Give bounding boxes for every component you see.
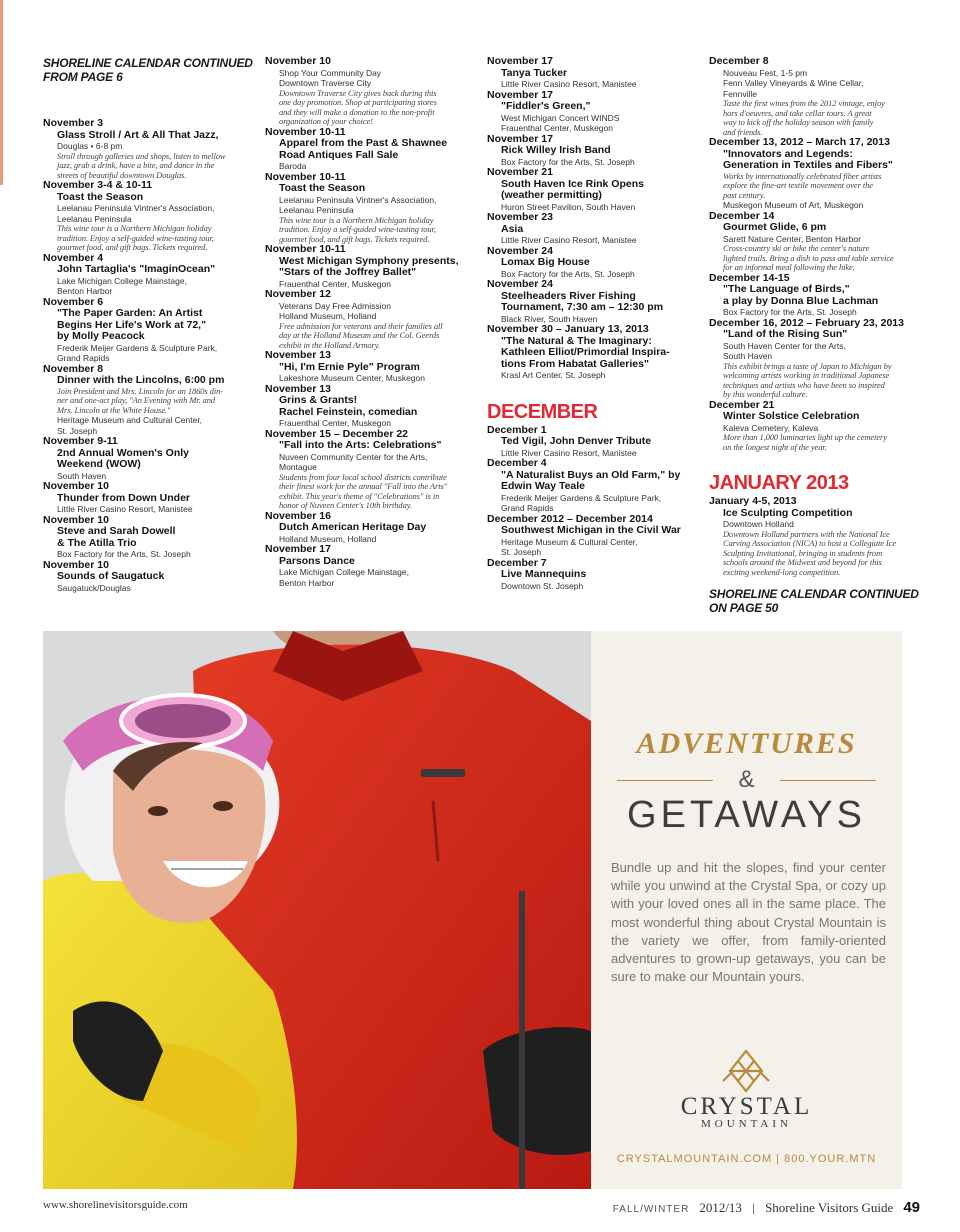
event-venue-line: Heritage Museum & Cultural Center, xyxy=(501,536,638,547)
event-venue-line: Grand Rapids xyxy=(57,353,110,363)
event-date: January 4-5, 2013 xyxy=(709,495,797,507)
event-title-line: "The Paper Garden: An Artist xyxy=(57,307,203,319)
event-desc-line: Downtown Holland partners with the National Ice xyxy=(723,528,890,539)
month-heading-january: JANUARY 2013 xyxy=(709,472,849,494)
event-desc-line: one day promotion. Shop at participating stores xyxy=(279,97,437,107)
calendar-column-3 xyxy=(487,56,697,591)
event-venue-line: Benton Harbor xyxy=(57,286,113,296)
event-title-line: Toast the Season xyxy=(279,182,366,194)
calendar-event xyxy=(43,515,253,560)
event-venue-line: West Michigan Concert WINDS xyxy=(501,112,620,123)
event-venue-line: St. Joseph xyxy=(501,547,542,557)
event-date: November 4 xyxy=(43,251,104,264)
calendar-event xyxy=(265,289,475,350)
calendar-event xyxy=(487,425,697,459)
event-desc-line: This wine tour is a Northern Michigan holiday xyxy=(279,214,434,225)
event-desc-line: lighted trails. Bring a dish to pass and table service xyxy=(723,252,894,263)
event-venue-line: Box Factory for the Arts, St. Joseph xyxy=(57,549,191,559)
continued-on-note: SHORELINE CALENDAR CONTINUED ON PAGE 50 xyxy=(709,587,919,615)
event-title-line: & The Atilla Trio xyxy=(57,536,137,549)
event-title-line: Dutch American Heritage Day xyxy=(279,521,427,533)
event-desc-line: organization of your choice! xyxy=(279,116,373,126)
page-edge-mark xyxy=(0,0,3,185)
event-venue-line: Black River, South Haven xyxy=(501,313,598,324)
footer-right xyxy=(613,1199,920,1216)
ad-heading-adventures: ADVENTURES xyxy=(636,727,857,760)
event-desc-line: This wine tour is a Northern Michigan holiday xyxy=(57,223,212,233)
event-title-line: Gourmet Glide, 6 pm xyxy=(723,221,827,233)
calendar-event xyxy=(487,134,697,168)
event-venue-line: Kaleva Cemetery, Kaleva xyxy=(723,422,819,433)
calendar-event xyxy=(265,56,475,127)
event-desc-line: Downtown Traverse City gives back during this xyxy=(279,87,437,98)
event-desc-line: Carving Association (NICA) to host a Collegiate Ice xyxy=(723,538,896,548)
event-venue-line: Nouveau Fest, 1-5 pm xyxy=(723,67,808,78)
event-venue-line: Benton Harbor xyxy=(279,577,335,588)
event-venue-line: Downtown Holland xyxy=(723,519,794,529)
event-desc-line: tradition. Enjoy a self-guided wine-tasting tour, xyxy=(57,232,214,243)
footer-year: 2012/13 xyxy=(699,1200,742,1215)
event-desc-line: tradition. Enjoy a self-guided wine-tasting tour, xyxy=(279,224,436,234)
calendar-event xyxy=(487,90,697,134)
ad-brand-crystal: CRYSTAL xyxy=(680,1093,813,1120)
event-venue-line: Little River Casino Resort, Manistee xyxy=(57,504,193,514)
event-date: December 13, 2012 – March 17, 2013 xyxy=(709,136,890,148)
footer-website-link[interactable]: www.shorelinevisitorsguide.com xyxy=(43,1199,188,1211)
calendar-event xyxy=(487,514,697,558)
event-date: November 10 xyxy=(265,55,331,67)
event-date: December 8 xyxy=(709,55,769,67)
event-desc-line: their finest work for the annual "Fall into the Arts" xyxy=(279,481,448,491)
calendar-event xyxy=(487,56,697,90)
event-title-line: Glass Stroll / Art & All That Jazz, xyxy=(57,128,219,141)
event-title-line: "Fall into the Arts: Celebrations" xyxy=(279,439,442,451)
event-title-line: "Hi, I'm Ernie Pyle" Program xyxy=(279,360,420,373)
event-date: November 10-11 xyxy=(265,243,346,255)
event-desc-line: exciting weekend-long competition. xyxy=(723,566,841,577)
event-date: November 6 xyxy=(43,295,104,308)
calendar-event xyxy=(43,297,253,364)
calendar-event xyxy=(265,544,475,588)
calendar-column-2 xyxy=(265,56,475,588)
event-desc-line: on the longest night of the year. xyxy=(723,441,827,452)
event-title-line: Live Mannequins xyxy=(501,568,587,580)
calendar-event xyxy=(43,436,253,481)
event-venue-line: Downtown St. Joseph xyxy=(501,580,584,591)
continued-from-note: SHORELINE CALENDAR CONTINUED FROM PAGE 6 xyxy=(43,56,253,84)
event-desc-line: honor of Nuveen Center's 10th birthday. xyxy=(279,500,412,510)
event-date: November 12 xyxy=(265,288,331,300)
event-date: November 30 – January 13, 2013 xyxy=(487,323,649,335)
event-date: December 7 xyxy=(487,556,547,569)
event-desc-line: by this wonderful culture. xyxy=(723,389,808,399)
month-heading-december: DECEMBER xyxy=(487,400,598,423)
event-venue-line: Frederik Meijer Gardens & Sculpture Park, xyxy=(501,492,662,503)
event-date: November 17 xyxy=(487,55,553,67)
event-venue-line: Box Factory for the Arts, St. Joseph xyxy=(723,307,857,317)
event-desc-line: exhibit in the Holland Armory. xyxy=(279,339,380,350)
event-venue-line: Frauenthal Center, Muskegon xyxy=(501,123,613,133)
event-date: November 10 xyxy=(43,558,109,571)
event-desc-line: Taste the first wines from the 2012 vintage, enjoy xyxy=(723,98,885,108)
event-desc-line: and they will make a donation to the non-profit xyxy=(279,106,435,117)
event-title-line: John Tartaglia's "ImaginOcean" xyxy=(57,263,216,275)
event-venue2-line: Muskegon Museum of Art, Muskegon xyxy=(723,200,864,210)
calendar-event xyxy=(709,400,919,453)
event-venue-line: Shop Your Community Day xyxy=(279,67,382,78)
calendar-event xyxy=(265,384,475,429)
divider-right xyxy=(780,780,876,781)
ad-ampersand: & xyxy=(738,766,755,793)
event-title-line: Dinner with the Lincolns, 6:00 pm xyxy=(57,374,225,386)
event-title-line: "Land of the Rising Sun" xyxy=(723,328,848,340)
event-date: November 10 xyxy=(43,513,109,526)
event-title-line: Rachel Feinstein, comedian xyxy=(279,405,418,418)
calendar-event xyxy=(265,511,475,545)
event-venue-line: Baroda xyxy=(279,161,307,171)
calendar-event xyxy=(709,137,919,211)
calendar-event xyxy=(709,273,919,318)
event-desc-line: exhibit. This year's theme of "Celebrations" is in xyxy=(279,490,440,501)
event-title-line: Rick Willey Irish Band xyxy=(501,144,611,156)
event-title-line: Tanya Tucker xyxy=(501,66,568,79)
event-title-line: Tournament, 7:30 am – 12:30 pm xyxy=(501,301,664,313)
event-desc-line: Join President and Mrs. Lincoln for an 1860s din- xyxy=(57,385,223,396)
event-desc-line: past century. xyxy=(723,189,766,200)
event-desc-line: welcoming artists working in traditional Japanese xyxy=(723,370,890,380)
event-venue-line: Sarett Nature Center, Benton Harbor xyxy=(723,233,861,244)
event-venue2-line: St. Joseph xyxy=(57,425,98,436)
event-venue-line: Lake Michigan College Mainstage, xyxy=(279,567,409,577)
event-venue-line: South Haven xyxy=(57,470,107,481)
event-desc-line: explore the fine-art textile movement over the xyxy=(723,180,873,190)
event-date: November 10-11 xyxy=(265,125,346,138)
calendar-event xyxy=(709,56,919,137)
event-venue-line: Box Factory for the Arts, St. Joseph xyxy=(501,268,635,279)
event-venue-line: Leelanau Peninsula Vintner's Association, xyxy=(57,203,215,213)
event-venue-line: Fenn Valley Vineyards & Wine Cellar, xyxy=(723,78,864,88)
ad-heading-getaways: GETAWAYS xyxy=(627,794,866,836)
calendar-event xyxy=(709,496,919,577)
event-venue-line: Frauenthal Center, Muskegon xyxy=(279,278,391,289)
event-title-line: by Molly Peacock xyxy=(57,330,145,342)
calendar-event xyxy=(265,244,475,289)
event-desc-line: for an informal meal following the hike. xyxy=(723,262,855,272)
event-date: November 17 xyxy=(265,543,331,555)
event-title-line: Weekend (WOW) xyxy=(57,458,141,470)
event-venue-line: Holland Museum, Holland xyxy=(279,533,377,544)
event-date: November 21 xyxy=(487,166,553,178)
event-desc-line: Sculpting Invitational, bringing in students from xyxy=(723,547,883,558)
event-date: December 2012 – December 2014 xyxy=(487,512,653,525)
event-title-line: Steelheaders River Fishing xyxy=(501,289,636,302)
page-number: 49 xyxy=(903,1199,920,1216)
event-title-line: "A Naturalist Buys an Old Farm," by xyxy=(501,468,681,481)
ad-ampersand-row xyxy=(617,766,876,793)
event-desc-line: hors d'oeuvres, and take cellar tours. A great xyxy=(723,107,872,118)
event-title-line: tions From Habatat Galleries" xyxy=(501,357,649,370)
event-venue-line: Saugatuck/Douglas xyxy=(57,582,131,593)
ad-brand-mountain: MOUNTAIN xyxy=(700,1118,792,1130)
event-venue-line: Leelanau Peninsula Vintner's Association, xyxy=(279,194,437,205)
event-date: November 3 xyxy=(43,117,104,129)
event-title-line: West Michigan Symphony presents, xyxy=(279,254,459,267)
event-title-line: Winter Solstice Celebration xyxy=(723,410,860,422)
footer-publication: Shoreline Visitors Guide xyxy=(765,1200,894,1215)
event-venue-line: Veterans Day Free Admission xyxy=(279,300,391,311)
event-date: December 14-15 xyxy=(709,271,790,284)
event-date: November 15 – December 22 xyxy=(265,427,408,440)
event-title-line: "The Natural & The Imaginary: xyxy=(501,334,652,347)
event-date: November 10 xyxy=(43,480,109,492)
event-date: November 13 xyxy=(265,349,331,361)
calendar-event xyxy=(487,558,697,592)
event-date: November 3-4 & 10-11 xyxy=(43,179,153,191)
event-date: December 16, 2012 – February 23, 2013 xyxy=(709,316,904,329)
event-desc-line: jazz, grab a drink, have a bite, and dance in the xyxy=(57,160,215,170)
event-venue-line: Box Factory for the Arts, St. Joseph xyxy=(501,156,635,167)
event-desc-line: Free admission for veterans and their families all xyxy=(279,320,443,331)
event-title-line: Southwest Michigan in the Civil War xyxy=(501,524,681,536)
event-title-line: "Fiddler's Green," xyxy=(501,100,591,112)
calendar-event xyxy=(487,246,697,280)
event-desc-line: schools around the Midwest and beyond for this xyxy=(723,557,882,567)
event-date: November 23 xyxy=(487,211,553,223)
calendar-event xyxy=(43,481,253,515)
event-venue-line: Fennville xyxy=(723,88,758,99)
event-title-line: South Haven Ice Rink Opens xyxy=(501,177,644,190)
event-venue-line: Lake Michigan College Mainstage, xyxy=(57,275,187,286)
calendar-column-1 xyxy=(43,56,253,593)
event-venue-line: Holland Museum, Holland xyxy=(279,311,377,321)
crystal-mountain-ad xyxy=(43,631,902,1189)
event-desc-line: streets of beautiful downtown Douglas. xyxy=(57,169,187,180)
event-venue-line: Montague xyxy=(279,462,317,472)
event-title-line: Generation in Textiles and Fibers" xyxy=(723,159,893,171)
ski-family-photo xyxy=(43,631,591,1189)
calendar-event xyxy=(709,318,919,400)
calendar-event xyxy=(265,127,475,172)
event-title-line: (weather permitting) xyxy=(501,189,602,201)
event-title-line: Apparel from the Past & Shawnee xyxy=(279,137,448,149)
event-date: November 16 xyxy=(265,509,331,522)
event-venue-line: Little River Casino Resort, Manistee xyxy=(501,79,637,89)
event-desc-line: ner and one-act play, "An Evening with Mr. and xyxy=(57,395,216,405)
event-venue-line: Nuveen Community Center for the Arts, xyxy=(279,451,428,462)
event-title-line: Edwin Way Teale xyxy=(501,480,586,492)
event-title-line: Begins Her Life's Work at 72," xyxy=(57,318,207,331)
calendar-event xyxy=(265,172,475,245)
event-date: December 1 xyxy=(487,423,547,436)
calendar-event xyxy=(43,118,253,180)
event-title-line: Sounds of Saugatuck xyxy=(57,570,165,582)
calendar-event xyxy=(265,429,475,511)
event-date: November 24 xyxy=(487,244,553,257)
event-venue-line: Grand Rapids xyxy=(501,503,554,513)
event-date: November 24 xyxy=(487,278,553,290)
event-desc-line: Stroll through galleries and shops, listen to mellow xyxy=(57,150,226,161)
event-title-line: "Stars of the Joffrey Ballet" xyxy=(279,266,417,278)
calendar-event xyxy=(487,324,697,381)
event-desc-line: way to kick off the holiday season with family xyxy=(723,117,874,127)
event-desc-line: This exhibit brings a taste of Japan to Michigan by xyxy=(723,360,892,371)
event-date: December 14 xyxy=(709,209,775,222)
calendar-event xyxy=(487,167,697,212)
calendar-event xyxy=(43,364,253,437)
event-date: November 17 xyxy=(487,88,553,101)
event-date: November 10-11 xyxy=(265,170,346,183)
event-venue-line: Frederik Meijer Gardens & Sculpture Park, xyxy=(57,342,218,353)
event-title-line: Ice Sculpting Competition xyxy=(723,506,853,519)
event-date: November 8 xyxy=(43,362,104,375)
event-venue2-line: Heritage Museum and Cultural Center, xyxy=(57,415,203,425)
event-title-line: Asia xyxy=(501,222,524,235)
event-desc-line: day at the Holland Museum and the Col. Geerds xyxy=(279,330,440,340)
calendar-event xyxy=(265,350,475,384)
event-desc-line: gourmet food, and gift bags. Tickets required. xyxy=(279,233,430,244)
event-desc-line: Works by internationally celebrated fiber artists xyxy=(723,170,882,181)
event-title-line: Toast the Season xyxy=(57,190,144,203)
event-venue-line: Little River Casino Resort, Manistee xyxy=(501,447,637,458)
footer-separator: | xyxy=(751,1201,756,1215)
event-date: December 4 xyxy=(487,457,547,469)
calendar-event xyxy=(487,279,697,324)
calendar-event xyxy=(43,180,253,253)
calendar-event xyxy=(43,560,253,594)
event-title-line: "Innovators and Legends: xyxy=(723,147,853,160)
ad-text-panel xyxy=(591,631,902,1189)
event-title-line: Road Antiques Fall Sale xyxy=(279,148,399,161)
ad-body-text: Bundle up and hit the slopes, find your center while you unwind at the Crystal Spa, or cozy up with your loved ones all in the same place. The most wonderful thing about Crystal Mountain is the variety we offer, from family-oriented adventures to grown-up getaways, you can be sure to make our Mountain yours. xyxy=(611,860,886,985)
event-venue-line: Leelanau Peninsula xyxy=(279,205,354,215)
event-desc-line: Students from four local school districts contribute xyxy=(279,471,447,482)
event-date: November 9-11 xyxy=(43,435,118,447)
event-title-line: Lomax Big House xyxy=(501,256,590,268)
event-venue-line: South Haven xyxy=(723,351,773,361)
event-venue-line: Douglas • 6-8 pm xyxy=(57,141,123,151)
event-title-line: Steve and Sarah Dowell xyxy=(57,525,176,537)
event-venue-line: Krasl Art Center, St. Joseph xyxy=(501,370,606,380)
calendar-event xyxy=(487,458,697,514)
event-title-line: Kathleen Elliot/Primordial Inspira- xyxy=(501,346,670,358)
calendar-event xyxy=(43,253,253,297)
event-desc-line: Mrs. Lincoln at the White House." xyxy=(57,404,171,415)
event-desc-line: More than 1,000 luminaries light up the cemetery xyxy=(723,432,887,442)
event-desc-line: gourmet food, and gift bags. Tickets required. xyxy=(57,242,208,252)
event-title-line: Ted Vigil, John Denver Tribute xyxy=(501,435,652,447)
event-desc-line: Cross-country ski or hike the center's nature xyxy=(723,243,870,253)
event-desc-line: and friends. xyxy=(723,126,763,137)
footer-issue: FALL/WINTER xyxy=(612,1204,690,1215)
event-date: December 21 xyxy=(709,398,775,411)
event-date: November 17 xyxy=(487,132,553,145)
event-desc-line: techniques and artists who have been so inspired xyxy=(723,379,885,390)
event-title-line: Parsons Dance xyxy=(279,554,355,567)
event-title-line: Thunder from Down Under xyxy=(57,491,190,504)
event-venue-line: Little River Casino Resort, Manistee xyxy=(501,235,637,245)
event-title-line: "The Language of Birds," xyxy=(723,283,850,295)
event-date: November 13 xyxy=(265,382,331,395)
event-venue-line: Leelanau Peninsula xyxy=(57,213,132,224)
calendar-column-4 xyxy=(709,56,919,615)
event-venue-line: Frauenthal Center, Muskegon xyxy=(279,418,391,428)
calendar-event xyxy=(709,211,919,273)
event-title-line: 2nd Annual Women's Only xyxy=(57,446,190,459)
ad-contact-url[interactable]: CRYSTALMOUNTAIN.COM | 800.YOUR.MTN xyxy=(616,1153,877,1165)
event-venue-line: Downtown Traverse City xyxy=(279,78,372,88)
event-title-line: Grins & Grants! xyxy=(279,394,358,406)
event-title-line: a play by Donna Blue Lachman xyxy=(723,294,879,307)
event-venue-line: Lakeshore Museum Center, Muskegon xyxy=(279,373,425,383)
calendar-event xyxy=(487,212,697,246)
event-venue-line: South Haven Center for the Arts, xyxy=(723,340,846,351)
event-venue-line: Huron Street Pavilion, South Haven xyxy=(501,201,636,212)
